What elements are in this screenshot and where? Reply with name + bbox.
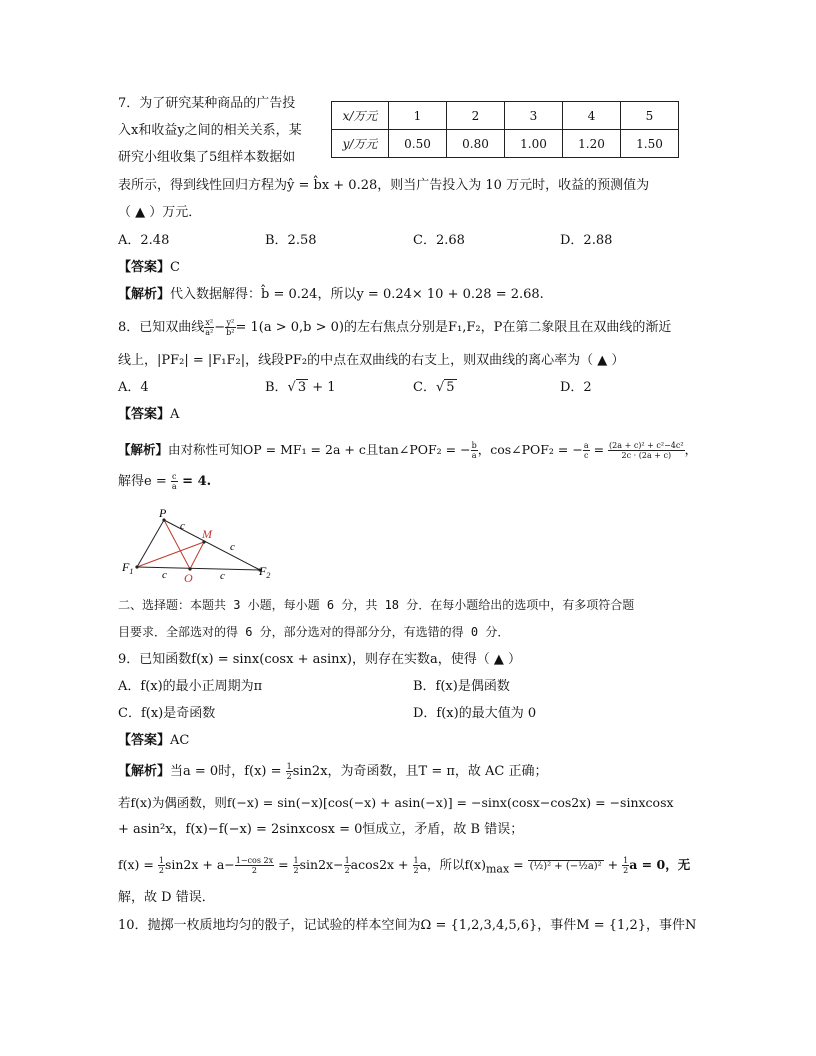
table-cell: 3 (505, 102, 563, 130)
q8-triangle-figure (118, 505, 288, 585)
q8-option-b (265, 378, 336, 398)
q8-line2: 线上，|PF₂| = |F₁F₂|，线段PF₂的中点在双曲线的右支上，则双曲线的离心率为（ ▲ ） (118, 353, 625, 368)
frac-den: 2 (344, 866, 350, 875)
q8-stem-rest: = 1(a > 0,b > 0)的左右焦点分别是F₁,F₂，P在第二象限且在双曲线的渐近 (235, 320, 672, 335)
frac-num: 1 (344, 856, 350, 865)
label-c-OF2: c (220, 570, 225, 582)
fraction (235, 856, 274, 875)
q9-option-b: B．f(x)是偶函数 (413, 679, 510, 694)
frac-den: 2 (251, 866, 257, 875)
fraction-y2-b2 (225, 318, 235, 337)
analysis-text: acos2x + (350, 857, 413, 872)
frac-num: y² (226, 318, 235, 327)
solve-result: = 4. (177, 474, 212, 489)
q9-option-a: A．f(x)的最小正周期为π (118, 679, 263, 694)
label-c-MF2: c (230, 541, 235, 553)
analysis-text: sin2x− (299, 857, 344, 872)
analysis-text: f(x) = (118, 857, 158, 872)
q9-analysis-line2: 若f(x)为偶函数，则f(−x) = sin(−x)[cos(−x) + asin(−x)] = −sinx(cosx−cos2x) = −sinxcosx (118, 795, 674, 810)
q7-option-a: A．2.48 (118, 233, 170, 248)
q7-line1: 7．为了研究某种商品的广告投 (118, 96, 296, 111)
q8-option-c (413, 378, 457, 398)
label-F2-sub: 2 (266, 571, 271, 580)
frac-den: 2c · (2a + c) (621, 451, 672, 460)
q8-answer (118, 405, 179, 425)
radicand: 3 (297, 380, 307, 395)
analysis-text: a，所以f(x) (419, 857, 486, 872)
q7-line5: （ ▲ ）万元． (118, 205, 202, 220)
segment-F1-P (137, 520, 164, 567)
frac-num: 1 (623, 856, 629, 865)
table-cell: 1.00 (505, 130, 563, 158)
analysis-text: = (274, 857, 293, 872)
q7-answer (118, 258, 180, 278)
label-F2 (258, 564, 270, 580)
label-F2-base: F (259, 564, 267, 578)
subscript-max: max (485, 862, 510, 876)
q7-line3: 研究小组收集了5组样本数据如 (118, 150, 296, 165)
frac-num: a (583, 441, 589, 450)
analysis-text: = (509, 857, 528, 872)
q7-analysis (118, 285, 544, 305)
table-x-header: x/万元 (332, 102, 389, 130)
frac-den: b² (226, 328, 235, 337)
answer-value: AC (170, 733, 190, 748)
q7-line4: 表所示，得到线性回归方程为ŷ = b̂x + 0.28，则当广告投入为 10 万元时，收益的预测值为 (118, 178, 650, 193)
frac-num: b (471, 441, 477, 450)
fraction-c-a (171, 472, 178, 491)
frac-den: a (471, 451, 477, 460)
analysis-text: a = 0，无 (629, 857, 691, 872)
q8-line1 (118, 318, 671, 338)
solve-text: 解得e = (118, 474, 171, 489)
fraction (344, 856, 351, 875)
fraction-cos-expr (608, 441, 685, 460)
option-prefix: B．√ (265, 380, 296, 395)
q9-analysis-line1 (118, 762, 548, 782)
label-c-PM: c (180, 520, 185, 532)
q7-option-b: B．2.58 (265, 233, 317, 248)
label-P: P (159, 506, 167, 520)
table-cell: 1.50 (621, 130, 679, 158)
analysis-text: 当a = 0时，f(x) = (170, 764, 286, 779)
option-prefix: C．√ (413, 380, 445, 395)
q9-option-d: D．f(x)的最大值为 0 (413, 706, 537, 721)
analysis-text: + (603, 857, 623, 872)
q9-option-c: C．f(x)是奇函数 (118, 706, 216, 721)
frac-num: 1 (286, 762, 292, 771)
segment-F1-M (137, 542, 204, 567)
q8-analysis (118, 440, 697, 460)
label-M: M (202, 527, 212, 541)
q8-solve (118, 472, 211, 492)
answer-value: A (170, 407, 180, 422)
analysis-tag: 【解析】 (118, 764, 171, 779)
q10-stem: 10．抛掷一枚质地均匀的骰子，记试验的样本空间为Ω = {1,2,3,4,5,6}，事件M = {1,2}，事件N (118, 918, 697, 933)
analysis-text: = (589, 442, 609, 457)
q7-option-c: C．2.68 (413, 233, 465, 248)
radicand: 5 (446, 380, 455, 395)
table-cell: 5 (621, 102, 679, 130)
table-row (332, 130, 679, 158)
q8-stem-start: 8．已知双曲线 (118, 320, 205, 335)
analysis-tag: 【解析】 (118, 287, 171, 302)
q8-option-a: A．4 (118, 380, 149, 395)
frac-den: c (583, 451, 589, 460)
label-F1-base: F (122, 560, 130, 574)
segment-F1-F2 (137, 567, 260, 570)
frac-num: c (172, 472, 177, 481)
fraction (293, 856, 300, 875)
fraction-x2-a2 (204, 318, 214, 337)
q8-option-d: D．2 (560, 380, 592, 395)
answer-tag: 【答案】 (118, 407, 171, 422)
analysis-tag: 【解析】 (118, 442, 169, 457)
q9-analysis-line3: + asin²x，f(x)−f(−x) = 2sinxcosx = 0恒成立，矛盾，故 B 错误； (118, 822, 524, 837)
table-row (332, 102, 679, 130)
label-F1-sub: 1 (129, 567, 134, 576)
answer-tag: 【答案】 (118, 733, 171, 748)
table-cell: 1.20 (563, 130, 621, 158)
frac-den: a (171, 482, 177, 491)
frac-num: 1 (413, 856, 419, 865)
q9-answer (118, 731, 189, 751)
frac-num: 1 (158, 856, 164, 865)
q9-analysis-line5: 解，故 D 错误． (118, 890, 215, 905)
fraction (158, 856, 165, 875)
analysis-text: sin2x，为奇函数，且T = π，故 AC 正确； (292, 764, 548, 779)
table-cell: 1 (389, 102, 447, 130)
fraction-1-2 (286, 762, 293, 781)
answer-tag: 【答案】 (118, 260, 171, 275)
frac-den: 2 (413, 866, 419, 875)
sqrt-expression: (½)² + (−½a)² (529, 861, 602, 872)
frac-den: 2 (158, 866, 164, 875)
segment-P-F2 (164, 520, 260, 570)
q7-line2: 入x和收益y之间的相关关系，某 (118, 123, 302, 138)
frac-num: 1−cos 2x (235, 856, 274, 865)
table-cell: 0.80 (447, 130, 505, 158)
fraction (413, 856, 420, 875)
analysis-text: ， (684, 442, 698, 457)
frac-den: a² (205, 328, 214, 337)
fraction-a-c (583, 441, 590, 460)
frac-den: 2 (623, 866, 629, 875)
table-cell: 2 (447, 102, 505, 130)
section2-line2: 目要求．全部选对的得 6 分，部分选对的得部分分，有选错的得 0 分． (118, 625, 510, 639)
table-y-header: y/万元 (332, 130, 389, 158)
frac-num: 1 (293, 856, 299, 865)
q9-analysis-line4 (118, 855, 690, 880)
q9-stem: 9．已知函数f(x) = sinx(cosx + asinx)，则存在实数a，使得（ ▲ ） (118, 652, 521, 667)
table-cell: 4 (563, 102, 621, 130)
analysis-text: 代入数据解得：b̂ = 0.24，所以y = 0.24× 10 + 0.28 = 2.68. (170, 287, 544, 302)
label-c-F1O: c (162, 569, 167, 581)
point-F1 (135, 565, 138, 568)
answer-value: C (170, 260, 180, 275)
q7-data-table (331, 101, 679, 158)
frac-num: x² (205, 318, 214, 327)
label-O: O (184, 571, 193, 585)
table-cell: 0.50 (389, 130, 447, 158)
q7-option-d: D．2.88 (560, 233, 613, 248)
frac-num: (2a + c)² + c²−4c² (609, 441, 684, 450)
fraction-b-a (471, 441, 478, 460)
analysis-text: sin2x + a− (164, 857, 235, 872)
option-suffix: + 1 (308, 380, 336, 395)
minus-sign: − (214, 320, 226, 335)
frac-den: 2 (293, 866, 299, 875)
label-F1 (121, 560, 133, 576)
section2-line1: 二、选择题：本题共 3 小题，每小题 6 分，共 18 分．在每小题给出的选项中，有多项符合题 (118, 598, 635, 612)
segment-P-O (164, 520, 190, 569)
frac-den: 2 (286, 772, 292, 781)
analysis-text: 由对称性可知OP = MF₁ = 2a + c且tan∠POF₂ = − (168, 442, 471, 457)
analysis-text: ，cos∠POF₂ = − (477, 442, 583, 457)
